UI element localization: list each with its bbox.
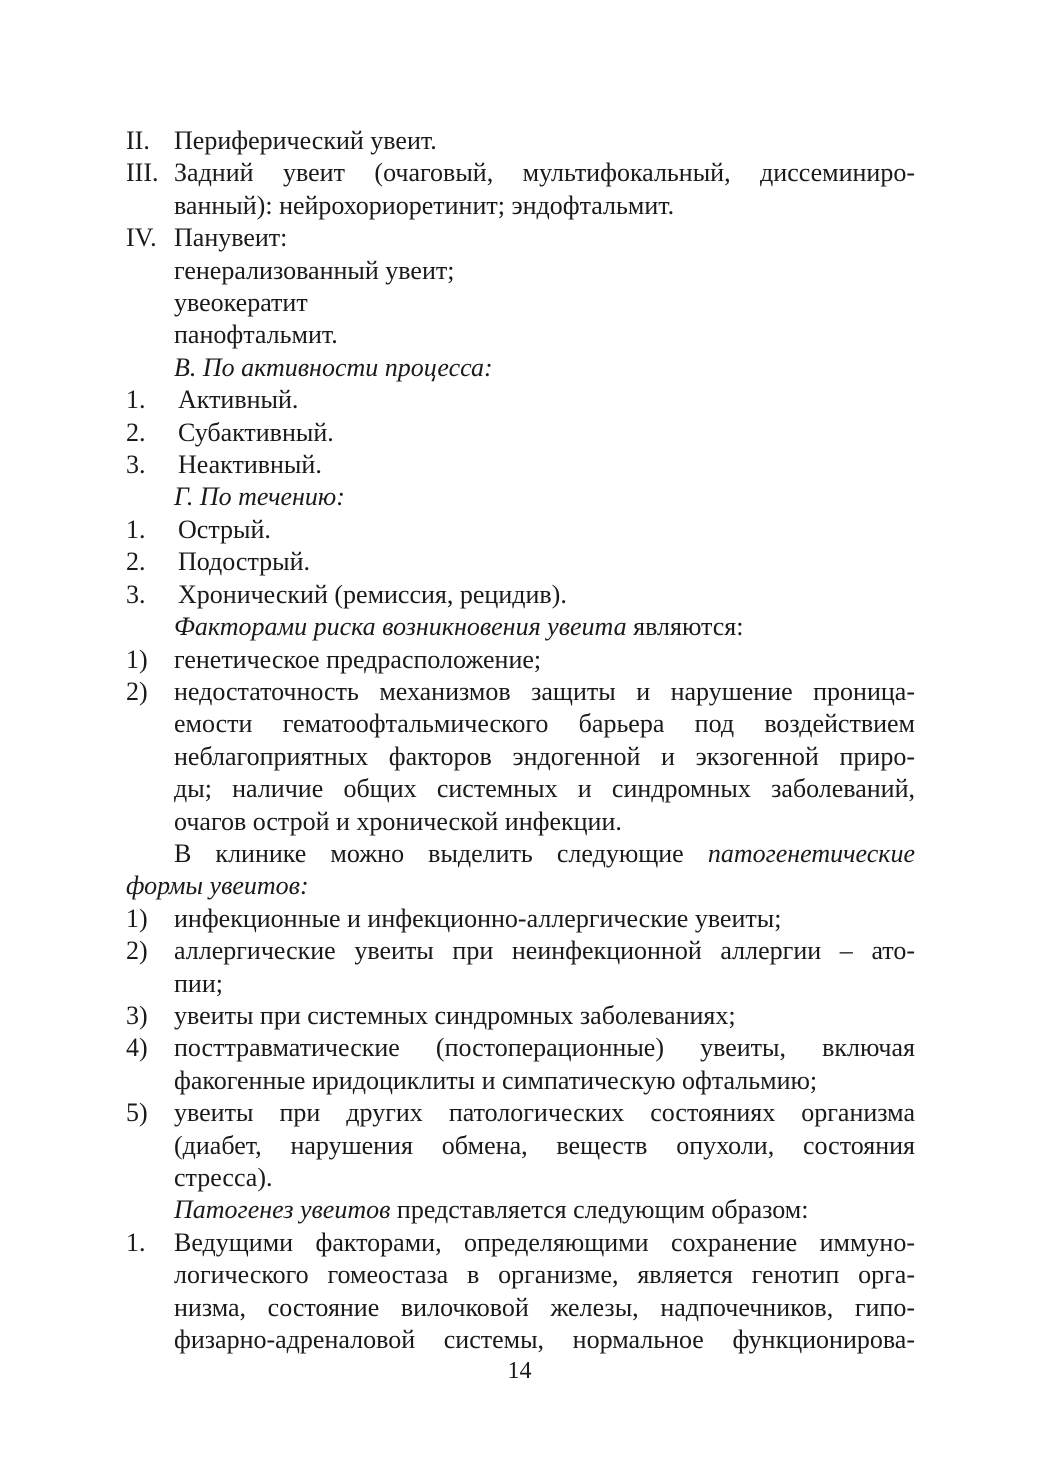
item-text: Хронический (ремиссия, рецидив). [178, 579, 567, 609]
item-number: 3) [126, 1000, 148, 1030]
item-text: Неактивный. [178, 450, 322, 480]
item-number: 4) [126, 1033, 148, 1063]
item-text-line: очагов острой и хронической инфекции. [174, 806, 622, 836]
risk-item [126, 644, 915, 676]
item-text: Активный. [178, 385, 299, 415]
risk-intro-italic: Факторами риска возникновения увеита [174, 612, 627, 642]
item-text-line: генетическое предрасположение; [174, 644, 542, 674]
page-number: 14 [507, 1358, 532, 1384]
item-number: 2) [126, 676, 148, 706]
item-text-line: стресса). [174, 1163, 273, 1192]
item-number: 3. [126, 579, 146, 609]
activity-item [126, 449, 915, 481]
course-item [126, 514, 915, 546]
forms-item [126, 1097, 915, 1194]
item-text-line: низма, состояние вилочковой железы, надпочечников, гипо- [174, 1292, 915, 1322]
item-number: 1) [126, 644, 148, 674]
item-number: 1. [126, 1227, 146, 1257]
forms-item [126, 903, 915, 935]
activity-item [126, 384, 915, 416]
item-number: 1. [126, 514, 146, 544]
item-text-line: недостаточность механизмов защиты и нарушение проница- [174, 676, 915, 706]
item-text-line: увеиты при других патологических состояниях организма [174, 1098, 915, 1128]
forms-item [126, 1032, 915, 1097]
course-heading: Г. По течению: [174, 482, 345, 512]
forms-intro-italic-cont: формы увеитов: [126, 871, 309, 901]
item-text-line: аллергические увеиты при неинфекционной аллергии – ато- [174, 936, 915, 966]
pathogenesis-item [126, 1227, 915, 1357]
panuveitis-subtype: увеокератит [174, 288, 308, 318]
roman-numeral: III. [126, 158, 159, 188]
course-item [126, 579, 915, 611]
item-number: 5) [126, 1098, 148, 1128]
item-text-line: емости гематоофтальмического барьера под воздействием [174, 709, 915, 739]
roman-numeral: II. [126, 126, 150, 155]
item-number: 1. [126, 385, 146, 415]
activity-heading: В. По активности процесса: [174, 352, 493, 382]
course-item [126, 546, 915, 578]
panuveitis-subtype: генерализованный увеит; [174, 255, 455, 285]
roman-item-text: Периферический увеит. [174, 126, 437, 155]
roman-numeral: IV. [126, 223, 157, 253]
item-number: 2. [126, 417, 146, 447]
forms-intro [126, 838, 915, 870]
panuveitis-subtype: панофтальмит. [174, 320, 338, 350]
item-text-line: логического гомеостаза в организме, является генотип орга- [174, 1260, 915, 1290]
pathogenesis-intro-italic: Патогенез увеитов [174, 1195, 391, 1225]
item-number: 2) [126, 936, 148, 966]
item-text: Подострый. [178, 547, 311, 577]
forms-item [126, 1000, 915, 1032]
forms-intro-plain: В клинике можно выделить следующие [174, 838, 708, 868]
item-text-line: ды; наличие общих системных и синдромных заболеваний, [174, 774, 915, 804]
item-text-line: (диабет, нарушения обмена, веществ опухоли, состояния [174, 1130, 915, 1160]
roman-item-text-line: Задний увеит (очаговый, мультифокальный, диссеминиро- [174, 158, 915, 188]
item-text: Острый. [178, 514, 271, 544]
item-text-line: инфекционные и инфекционно-аллергические увеиты; [174, 903, 782, 933]
roman-item-text: Панувеит: [174, 223, 288, 253]
roman-item-iii [126, 157, 915, 222]
item-text-line: физарно-адреналовой системы, нормальное функционирова- [174, 1325, 915, 1355]
pathogenesis-intro-rest: представляется следующим образом: [390, 1195, 809, 1225]
risk-intro-rest: являются: [626, 612, 744, 642]
item-text: Субактивный. [178, 417, 334, 447]
item-number: 3. [126, 450, 146, 480]
roman-item-ii [126, 125, 915, 157]
item-text-line: неблагоприятных факторов эндогенной и экзогенной приро- [174, 741, 915, 771]
risk-item [126, 676, 915, 838]
item-text-line: посттравматические (постоперационные) увеиты, включая [174, 1033, 915, 1063]
forms-item [126, 935, 915, 1000]
item-text-line: пии; [174, 968, 223, 998]
item-number: 2. [126, 547, 146, 577]
page-body [126, 125, 915, 1356]
item-text-line: Ведущими факторами, определяющими сохранение иммуно- [174, 1227, 915, 1257]
roman-item-iv [126, 222, 915, 254]
roman-item-text-line: ванный): нейрохориоретинит; эндофтальмит. [174, 190, 675, 220]
activity-item [126, 417, 915, 449]
item-number: 1) [126, 903, 148, 933]
forms-intro-italic: патогенетические [707, 838, 915, 868]
risk-intro [126, 611, 915, 643]
item-text-line: увеиты при системных синдромных заболеваниях; [174, 1000, 736, 1030]
pathogenesis-intro [126, 1194, 915, 1226]
item-text-line: факогенные иридоциклиты и симпатическую офтальмию; [174, 1065, 818, 1095]
